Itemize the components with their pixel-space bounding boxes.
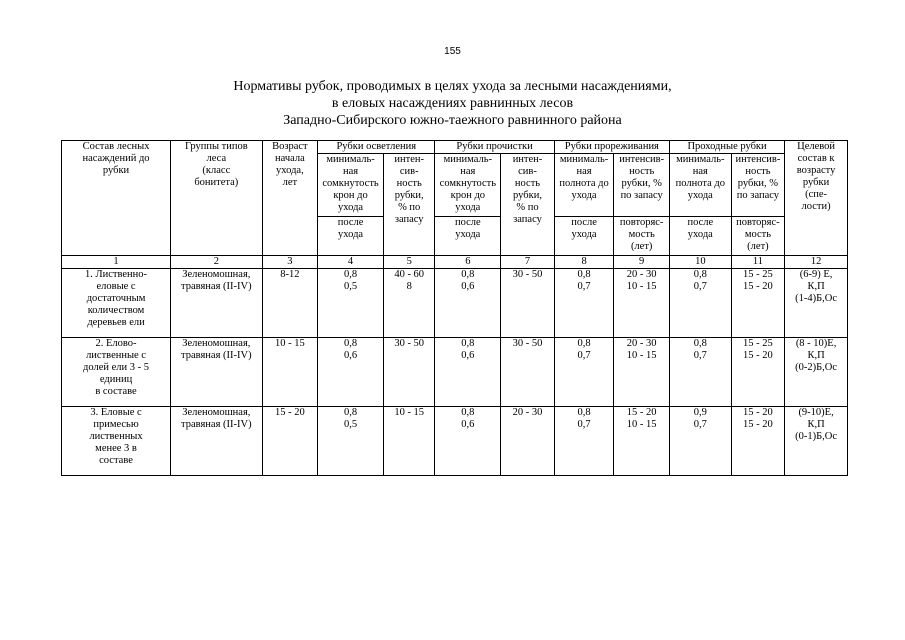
column-number: 3	[262, 256, 318, 269]
table-cell-c8	[554, 338, 614, 407]
cell-line: после	[454, 217, 481, 228]
column-number: 11	[731, 256, 784, 269]
table-cell-c3	[262, 338, 318, 407]
cell-line: (класс	[202, 165, 231, 176]
header-group-osvetleniya: Рубки осветления	[318, 141, 435, 154]
cell-line: % по	[516, 202, 539, 213]
cell-line: 0,8	[693, 269, 707, 280]
header-c9-repeat	[614, 217, 670, 256]
cell-line: 0,6	[461, 350, 475, 361]
table-row	[62, 269, 848, 338]
cell-line: интен-	[512, 154, 543, 165]
cell-line: травяная (II-IV)	[181, 419, 252, 430]
header-c4-min-density-before	[318, 154, 384, 217]
cell-line: минималь-	[559, 154, 609, 165]
table-row	[62, 407, 848, 476]
cell-line: 0,8	[577, 269, 591, 280]
table-cell-c7	[501, 338, 555, 407]
cell-line: рубки	[102, 165, 130, 176]
cell-line: возрасту	[796, 165, 836, 176]
cell-line: 40 - 60	[394, 269, 425, 280]
cell-line: (спе-	[805, 189, 828, 200]
cell-line: рубки,	[513, 190, 542, 201]
cell-line: повторяс-	[619, 217, 664, 228]
cell-line: сив-	[399, 166, 419, 177]
cell-line: 10 - 15	[626, 419, 657, 430]
cell-line: сомкнутость	[439, 178, 496, 189]
cell-line: достаточным	[86, 293, 146, 304]
header-c10-min-fullness-before	[669, 154, 731, 217]
cell-line: минималь-	[443, 154, 493, 165]
table-cell-c9	[614, 269, 670, 338]
table-cell-c3	[262, 269, 318, 338]
cell-line: 0,8	[343, 269, 358, 280]
table-cell-c9	[614, 338, 670, 407]
cell-line: интенсив-	[619, 154, 665, 165]
cell-line: лости)	[801, 201, 831, 212]
cell-line: 0,8	[461, 407, 475, 418]
cell-line: 15 - 25	[743, 338, 773, 349]
cell-line: рубки, %	[621, 178, 662, 189]
column-number: 9	[614, 256, 670, 269]
cell-line: 0,5	[343, 281, 358, 292]
cell-line: ная	[692, 166, 708, 177]
cell-line: 30 - 50	[394, 338, 425, 349]
column-number: 8	[554, 256, 614, 269]
cell-line: долей ели 3 - 5	[83, 362, 150, 373]
table-cell-c5	[383, 338, 434, 407]
cell-line: мость	[628, 229, 655, 240]
cell-line: ухода	[338, 202, 364, 213]
cell-line: количеством	[87, 305, 145, 316]
cell-line: крон до	[333, 190, 368, 201]
cell-line: после	[687, 217, 714, 228]
cell-line: травяная (II-IV)	[181, 350, 252, 361]
cell-line: % по	[398, 202, 421, 213]
cell-line: 10 - 15	[274, 338, 305, 349]
cell-line: Зеленомошная,	[182, 338, 251, 349]
cell-line: 20 - 30	[626, 338, 657, 349]
table-cell-c11	[731, 407, 784, 476]
cell-line: ухода	[571, 190, 597, 201]
table-cell-c10	[669, 407, 731, 476]
page-number: 155	[444, 46, 461, 57]
cell-line: Целевой	[797, 141, 836, 152]
cell-line: 0,8	[343, 407, 358, 418]
cell-line: составе	[99, 455, 133, 466]
cell-line: в составе	[95, 386, 137, 397]
header-c6-after	[435, 217, 501, 256]
table-row	[62, 338, 848, 407]
table-cell-c2	[171, 269, 263, 338]
title-line-3: Западно-Сибирского южно-таежного равнинного района	[283, 113, 622, 128]
table-cell-c10	[669, 338, 731, 407]
table-cell-c11	[731, 269, 784, 338]
table-cell-c10	[669, 269, 731, 338]
cell-line: ность	[396, 178, 422, 189]
cell-line: 10 - 15	[626, 350, 657, 361]
table-cell-c7	[501, 269, 555, 338]
cell-line: мость	[744, 229, 772, 240]
cell-line: К,П	[807, 350, 825, 361]
title-line-2: в еловых насаждениях равнинных лесов	[331, 96, 574, 111]
table-cell-c4	[318, 338, 384, 407]
cell-line: ухода	[687, 190, 713, 201]
column-number: 7	[501, 256, 555, 269]
cell-line: ная	[576, 166, 592, 177]
header-group-prohodnye: Проходные рубки	[669, 141, 784, 154]
cell-line: 0,9	[693, 407, 707, 418]
cell-line: рубки, %	[737, 178, 779, 189]
column-number: 6	[435, 256, 501, 269]
table-cell-c11	[731, 338, 784, 407]
column-number: 10	[669, 256, 731, 269]
table-cell-c4	[318, 269, 384, 338]
table-cell-c6	[435, 269, 501, 338]
header-c5-intensity	[383, 154, 434, 256]
cell-line: рубки,	[394, 190, 424, 201]
cell-line: 3. Еловые с	[90, 407, 142, 418]
cell-line: сив-	[518, 166, 537, 177]
cell-line: насаждений до	[82, 153, 150, 164]
table-cell-c1	[62, 338, 171, 407]
header-c11-repeat	[731, 217, 784, 256]
table-cell-c1	[62, 269, 171, 338]
cell-line: примесью	[93, 419, 139, 430]
table-cell-c12	[785, 269, 848, 338]
cell-line: интен-	[394, 154, 424, 165]
column-number: 1	[62, 256, 171, 269]
header-group-prochistki: Рубки прочистки	[435, 141, 554, 154]
cell-line: К,П	[807, 419, 825, 430]
cell-line: 30 - 50	[512, 338, 543, 349]
cell-line: полнота до	[559, 178, 609, 189]
cell-line: минималь-	[326, 154, 375, 165]
cell-line: 15 - 20	[743, 350, 773, 361]
table-cell-c12	[785, 407, 848, 476]
table-cell-c7	[501, 407, 555, 476]
cell-line: 0,7	[577, 350, 591, 361]
cell-line: 1. Лиственно-	[85, 269, 148, 280]
header-group-prorejivaniya: Рубки прореживания	[554, 141, 669, 154]
cell-line: минималь-	[676, 154, 725, 165]
cell-line: рубки	[802, 177, 830, 188]
cell-line: полнота до	[675, 178, 725, 189]
cell-line: ность	[745, 166, 771, 177]
table-cell-c5	[383, 269, 434, 338]
cell-line: травяная (II-IV)	[181, 281, 252, 292]
cell-line: 20 - 30	[626, 269, 657, 280]
cell-line: 0,6	[343, 350, 358, 361]
cell-line: (лет)	[630, 241, 653, 252]
cell-line: ность	[629, 166, 655, 177]
cell-line: 0,7	[693, 281, 707, 292]
header-start-age	[262, 141, 318, 256]
cell-line: 2. Елово-	[95, 338, 137, 349]
cell-line: ухода	[571, 229, 597, 240]
cell-line: начала	[274, 153, 305, 164]
cell-line: ная	[343, 166, 359, 177]
cell-line: 15 - 25	[743, 269, 773, 280]
cell-line: лет	[282, 177, 298, 188]
cell-line: Зеленомошная,	[182, 269, 251, 280]
header-c9-intensity	[614, 154, 670, 217]
cell-line: (1-4)Б,Ос	[795, 293, 838, 304]
column-number: 12	[785, 256, 848, 269]
cell-line: единиц	[99, 374, 133, 385]
header-target-composition	[785, 141, 848, 256]
table-cell-c2	[171, 407, 263, 476]
column-number: 2	[171, 256, 263, 269]
cell-line: Группы типов	[184, 141, 248, 152]
cell-line: повторяс-	[736, 217, 780, 228]
header-c8-after	[554, 217, 614, 256]
cell-line: 20 - 30	[512, 407, 543, 418]
column-number: 4	[318, 256, 384, 269]
table-body	[62, 269, 848, 476]
cell-line: 0,5	[343, 419, 358, 430]
cell-line: 0,8	[577, 407, 591, 418]
cell-line: 15 - 20	[274, 407, 305, 418]
cell-line: 0,6	[461, 419, 475, 430]
cell-line: крон до	[450, 190, 486, 201]
header-forest-type-groups	[171, 141, 263, 256]
table-cell-c6	[435, 407, 501, 476]
cell-line: ная	[460, 166, 476, 177]
cell-line: еловые с	[96, 281, 136, 292]
table-cell-c3	[262, 407, 318, 476]
cell-line: по запасу	[620, 190, 663, 201]
cell-line: бонитета)	[194, 177, 239, 188]
cell-line: леса	[206, 153, 227, 164]
cell-line: лиственных	[89, 431, 143, 442]
cell-line: лиственные с	[86, 350, 146, 361]
cell-line: деревьев ели	[87, 317, 145, 328]
cell-line: (6-9) Е,	[799, 269, 833, 280]
cell-line: 15 - 20	[626, 407, 657, 418]
cell-line: 10 - 15	[626, 281, 657, 292]
column-number-row	[62, 256, 848, 269]
cell-line: 0,7	[577, 419, 591, 430]
cell-line: (9-10)Е,	[798, 407, 834, 418]
cell-line: 0,8	[693, 338, 707, 349]
cell-line: 0,7	[577, 281, 591, 292]
table-cell-c2	[171, 338, 263, 407]
cell-line: ухода	[455, 202, 481, 213]
table-cell-c4	[318, 407, 384, 476]
cell-line: Возраст	[272, 141, 308, 152]
cell-line: запасу	[394, 214, 424, 225]
header-c4-after	[318, 217, 384, 256]
header-c11-intensity	[731, 154, 784, 217]
header-c10-after	[669, 217, 731, 256]
cell-line: 8	[406, 281, 412, 292]
cell-line: (0-1)Б,Ос	[795, 431, 838, 442]
cell-line: 30 - 50	[512, 269, 543, 280]
cell-line: менее 3 в	[95, 443, 137, 454]
cell-line: 0,8	[343, 338, 358, 349]
cell-line: состав к	[797, 153, 835, 164]
document-title	[0, 78, 905, 129]
header-c7-intensity	[501, 154, 555, 256]
cell-line: (8 - 10)Е,	[795, 338, 837, 349]
cell-line: по запасу	[736, 190, 780, 201]
header-c8-min-fullness-before	[554, 154, 614, 217]
cell-line: запасу	[513, 214, 542, 225]
header-c6-min-density-before	[435, 154, 501, 217]
table-cell-c1	[62, 407, 171, 476]
cell-line: К,П	[807, 281, 825, 292]
column-number: 5	[383, 256, 434, 269]
cell-line: 0,8	[577, 338, 591, 349]
cell-line: 0,8	[461, 338, 475, 349]
cell-line: 0,6	[461, 281, 475, 292]
cell-line: 10 - 15	[394, 407, 425, 418]
table-cell-c8	[554, 407, 614, 476]
cell-line: 8-12	[280, 269, 300, 280]
cell-line: 15 - 20	[743, 419, 773, 430]
cell-line: 0,7	[693, 419, 707, 430]
table-cell-c5	[383, 407, 434, 476]
cell-line: 15 - 20	[743, 281, 773, 292]
cell-line: 0,7	[693, 350, 707, 361]
cell-line: ухода	[687, 229, 713, 240]
cell-line: 15 - 20	[743, 407, 773, 418]
cell-line: ность	[514, 178, 541, 189]
table-cell-c12	[785, 338, 848, 407]
cell-line: ухода,	[276, 165, 304, 176]
table-cell-c9	[614, 407, 670, 476]
table-cell-c8	[554, 269, 614, 338]
cell-line: после	[337, 217, 364, 228]
title-line-1: Нормативы рубок, проводимых в целях ухода за лесными насаждениями,	[233, 79, 672, 94]
cell-line: после	[571, 217, 597, 228]
cell-line: ухода	[455, 229, 481, 240]
cell-line: ухода	[338, 229, 364, 240]
table-cell-c6	[435, 338, 501, 407]
cell-line: интенсив-	[735, 154, 781, 165]
cell-line: сомкнутость	[322, 178, 379, 189]
cell-line: (0-2)Б,Ос	[795, 362, 838, 373]
cell-line: 0,8	[461, 269, 475, 280]
header-composition-before	[62, 141, 171, 256]
cell-line: (лет)	[747, 241, 769, 252]
cell-line: Состав лесных	[82, 141, 150, 152]
norms-table	[61, 140, 848, 476]
cell-line: Зеленомошная,	[182, 407, 251, 418]
